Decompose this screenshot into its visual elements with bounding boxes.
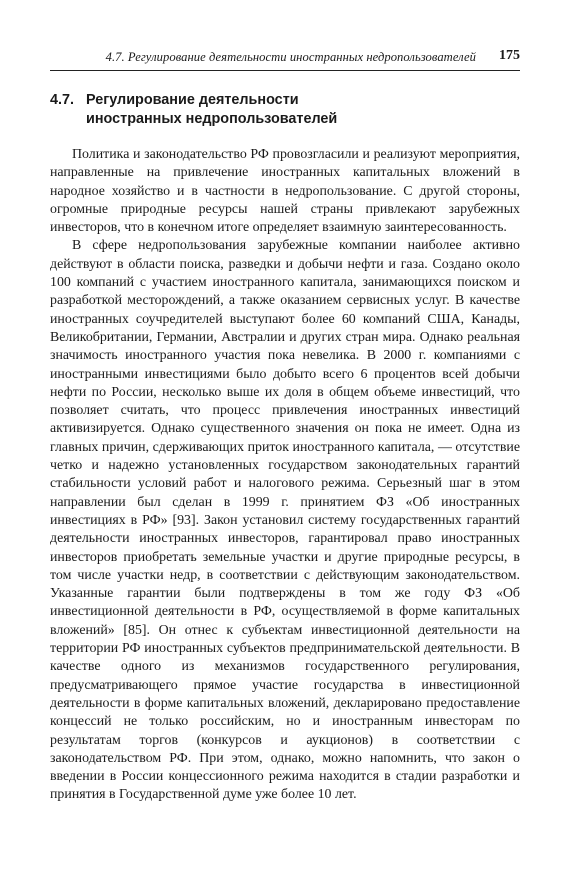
- page-number: 175: [499, 48, 520, 63]
- body-text: [50, 146, 520, 805]
- section-title-line-1: Регулирование деятельности: [86, 92, 299, 108]
- running-header: [50, 48, 520, 71]
- running-title: 4.7. Регулирование деятельности иностранных недропользователей: [105, 50, 476, 64]
- paragraph-1: Политика и законодательство РФ провозгласили и реализуют мероприятия, направленные на привлечение иностранных капитальных вложений в народное хозяйство и в частности в недропользование. С другой стороны, огромные природные ресурсы нашей страны привлекают зарубежных инвесторов, что в конечном итоге определяет взаимную заинтересованность.: [50, 147, 520, 236]
- section-number: 4.7.: [50, 92, 75, 108]
- section-title-line-2: иностранных недропользователей: [86, 111, 338, 127]
- paragraph-2: В сфере недропользования зарубежные компании наиболее активно действуют в области поиска, разведки и добычи нефти и газа. Создано около 100 компаний с участием иностранного капитала, занимающихся поиском и разработкой месторождений, а также оказанием сервисных услуг. В качестве иностранных соучредителей выступают более 60 компаний США, Канады, Великобритании, Германии, Австралии и других стран мира. Однако реальная значимость иностранного участия пока невелика. В 2000 г. компаниями с иностранными инвестициями было добыто всего 6 процентов всей добычи нефти по России, несколько выше их доля в общем объеме инвестиций, что позволяет считать, что процесс привлечения иностранных инвестиций активизируется. Однако существенного значения он пока не имеет. Одна из главных причин, сдерживающих приток иностранного капитала, — отсутствие четко и надежно установленных государством законодательных гарантий стабильности условий работ и налогового режима. Серьезный шаг в этом направлении был сделан в 1999 г. принятием ФЗ «Об иностранных инвестициях в РФ» [93]. Закон установил систему государственных гарантий деятельности иностранных инвесторов, гарантировал право иностранных инвесторов приобретать земельные участки и другие природные ресурсы, в том числе участки недр, в соответствии с действующим законодательством. Указанные гарантии были подтверждены в том же году ФЗ «Об инвестиционной деятельности в РФ, осуществляемой в форме капитальных вложений» [85]. Он отнес к субъектам инвестиционной деятельности на территории РФ иностранных субъектов предпринимательской деятельности. В качестве одного из механизмов государственного регулирования, предусматривающего прямое участие государства в инвестиционной деятельности в форме капитальных вложений, декларировано предоставление концессий не только российским, но и иностранным инвесторам по результатам торгов (конкурсов и аукционов) в соответствии с законодательством РФ. При этом, однако, можно напомнить, что закон о введении в России концессионного режима находится в стадии разработки и принятия в Государственной думе уже более 10 лет.: [50, 238, 520, 803]
- section-heading: [50, 91, 520, 129]
